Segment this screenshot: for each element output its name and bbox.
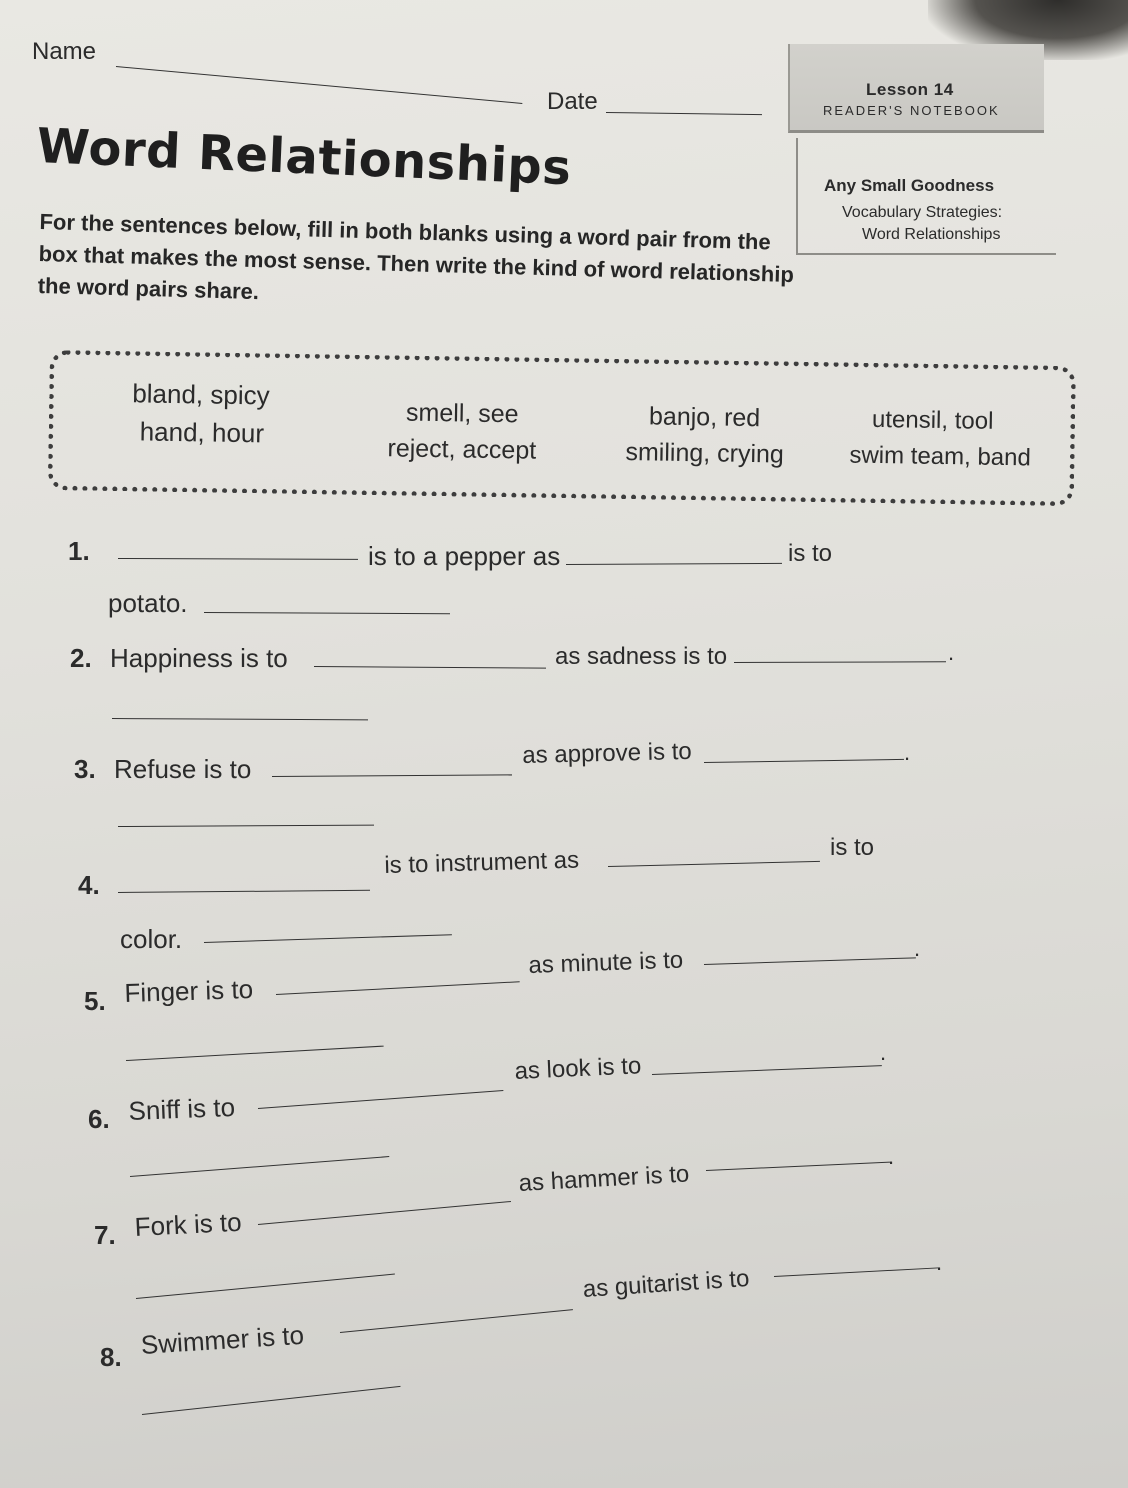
- question-text: is to a pepper as: [368, 541, 561, 571]
- answer-blank[interactable]: [258, 1201, 511, 1225]
- relationship-blank[interactable]: [118, 825, 374, 827]
- relationship-blank[interactable]: [130, 1156, 389, 1177]
- answer-blank[interactable]: [706, 1162, 892, 1171]
- question-text: as look is to: [514, 1052, 642, 1085]
- question-text: .: [948, 640, 955, 665]
- relationship-blank[interactable]: [142, 1386, 401, 1415]
- question-text: .: [880, 1040, 887, 1065]
- answer-blank[interactable]: [704, 957, 916, 965]
- question-text: as approve is to: [522, 737, 693, 769]
- story-title: Any Small Goodness: [824, 176, 995, 195]
- question-text: Finger is to: [124, 973, 254, 1008]
- question-text: is to: [788, 540, 833, 567]
- strategy-heading: Vocabulary Strategies:: [842, 204, 1003, 221]
- question-number: 8.: [100, 1342, 122, 1372]
- name-blank[interactable]: [116, 66, 522, 104]
- word-pair: smell, see: [405, 398, 519, 429]
- question-text: as minute is to: [528, 946, 684, 979]
- question-text: color.: [120, 924, 183, 954]
- answer-blank[interactable]: [774, 1267, 940, 1277]
- word-pair: swim team, band: [849, 441, 1032, 472]
- question-text: as guitarist is to: [582, 1264, 751, 1303]
- answer-blank[interactable]: [608, 861, 820, 867]
- answer-blank[interactable]: [340, 1309, 573, 1333]
- question-text: potato.: [108, 588, 188, 618]
- question-text: Happiness is to: [110, 643, 288, 673]
- question-text: is to: [830, 834, 875, 861]
- relationship-blank[interactable]: [204, 612, 450, 614]
- answer-blank[interactable]: [652, 1065, 882, 1075]
- answer-blank[interactable]: [734, 661, 946, 663]
- name-label: Name: [32, 38, 97, 65]
- strategy-name: Word Relationships: [862, 226, 1001, 243]
- page-title: Word Relationships: [35, 118, 573, 197]
- instructions: For the sentences below, fill in both blanks using a word pair from the box that makes the most sense. Then write the kind of word relationship the word pairs share.: [37, 208, 795, 305]
- date-blank[interactable]: [606, 112, 762, 115]
- question-text: Sniff is to: [128, 1091, 236, 1126]
- word-pair: reject, accept: [387, 434, 537, 465]
- relationship-blank[interactable]: [112, 718, 368, 720]
- question-number: 7.: [94, 1220, 116, 1250]
- question-text: as hammer is to: [518, 1160, 690, 1197]
- question-text: Swimmer is to: [140, 1319, 305, 1360]
- question-text: .: [914, 936, 921, 961]
- word-pair: utensil, tool: [871, 405, 994, 435]
- question-text: Fork is to: [134, 1206, 243, 1242]
- word-pair: hand, hour: [139, 416, 265, 449]
- answer-blank[interactable]: [258, 1090, 503, 1109]
- word-pair-box: [48, 350, 1076, 506]
- question-number: 3.: [74, 754, 96, 784]
- question-number: 6.: [88, 1104, 110, 1134]
- question-text: .: [936, 1250, 943, 1275]
- answer-blank[interactable]: [118, 558, 358, 560]
- word-pair: bland, spicy: [132, 378, 270, 411]
- answer-blank[interactable]: [118, 890, 370, 893]
- answer-blank[interactable]: [704, 759, 904, 763]
- relationship-blank[interactable]: [204, 934, 452, 943]
- question-text: Refuse is to: [114, 754, 252, 784]
- answer-blank[interactable]: [276, 981, 520, 995]
- lesson-number: Lesson 14: [866, 80, 954, 99]
- question-text: .: [904, 740, 911, 765]
- relationship-blank[interactable]: [136, 1274, 395, 1299]
- answer-blank[interactable]: [566, 563, 782, 565]
- word-pair: banjo, red: [648, 402, 761, 433]
- answer-blank[interactable]: [272, 774, 512, 777]
- notebook-label: READER'S NOTEBOOK: [823, 103, 1000, 118]
- question-text: as sadness is to: [555, 643, 728, 670]
- question-number: 1.: [68, 536, 90, 566]
- date-label: Date: [547, 88, 598, 115]
- question-text: .: [888, 1144, 895, 1169]
- question-number: 2.: [70, 643, 92, 673]
- question-text: is to instrument as: [384, 846, 580, 879]
- relationship-blank[interactable]: [126, 1046, 384, 1061]
- question-number: 5.: [84, 986, 106, 1016]
- word-pair: smiling, crying: [625, 438, 785, 469]
- answer-blank[interactable]: [314, 666, 546, 669]
- question-number: 4.: [78, 870, 100, 900]
